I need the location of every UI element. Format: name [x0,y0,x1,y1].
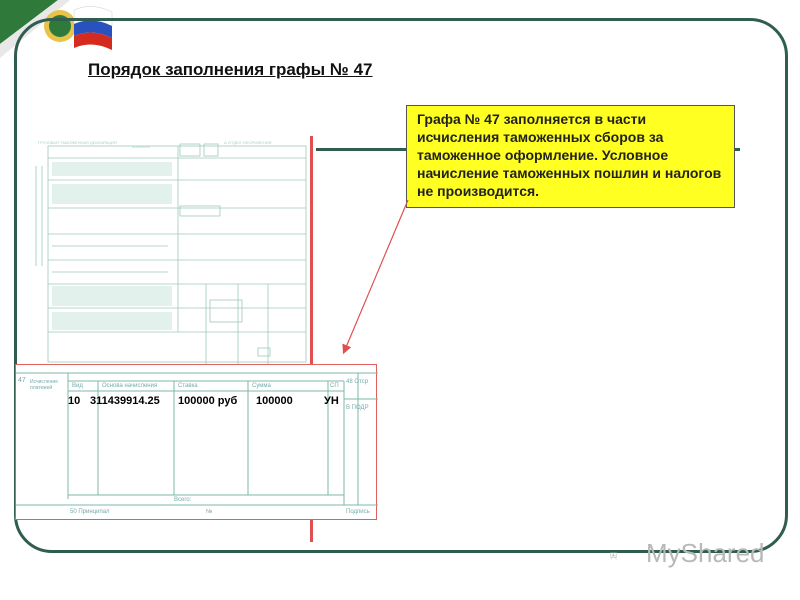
graph-label: Исчисление платежей [30,379,58,391]
side-bottom-label: В ПОДР [346,405,369,411]
header-type: Вид [72,383,83,389]
svg-text:00000000: 00000000 [132,144,150,149]
slide-title: Порядок заполнения графы № 47 [88,60,373,79]
value-sp: УН [324,395,339,407]
header-sp: СП [330,383,339,389]
graph-47-detail [15,364,377,520]
total-label: Всего: [174,497,192,503]
value-type: 10 [68,395,81,407]
header-base: Основа начисления [102,383,158,389]
row-number: 47 [18,377,26,384]
customs-declaration-form [28,136,310,364]
footer-right-label: Подпись [346,509,370,515]
footer-left-label: 50 Принципал [70,509,110,515]
value-base: 311439914.25 [90,395,160,407]
footer-mid-label: № [206,509,213,515]
header-sum: Сумма [252,383,271,389]
value-sum: 100000 [256,395,293,407]
row-label [18,377,26,384]
value-rate: 100000 руб [178,395,238,407]
header-rate: Ставка [178,383,198,389]
svg-text:ГРУЗОВАЯ ТАМОЖЕННАЯ ДЕКЛАРАЦИЯ: ГРУЗОВАЯ ТАМОЖЕННАЯ ДЕКЛАРАЦИЯ [38,140,117,145]
presentation-icon [610,536,646,576]
svg-text:А ОТДЕЛ ОФОРМЛЕНИЯ: А ОТДЕЛ ОФОРМЛЕНИЯ [224,140,272,145]
watermark-text: MyShared [646,538,765,568]
callout-note: Графа № 47 заполняется в части исчисления таможенных сборов за таможенное оформление. Условное начисление таможенных пошлин и налогов не производится. [406,105,735,208]
side-top-label: 48 Отср [346,379,369,385]
